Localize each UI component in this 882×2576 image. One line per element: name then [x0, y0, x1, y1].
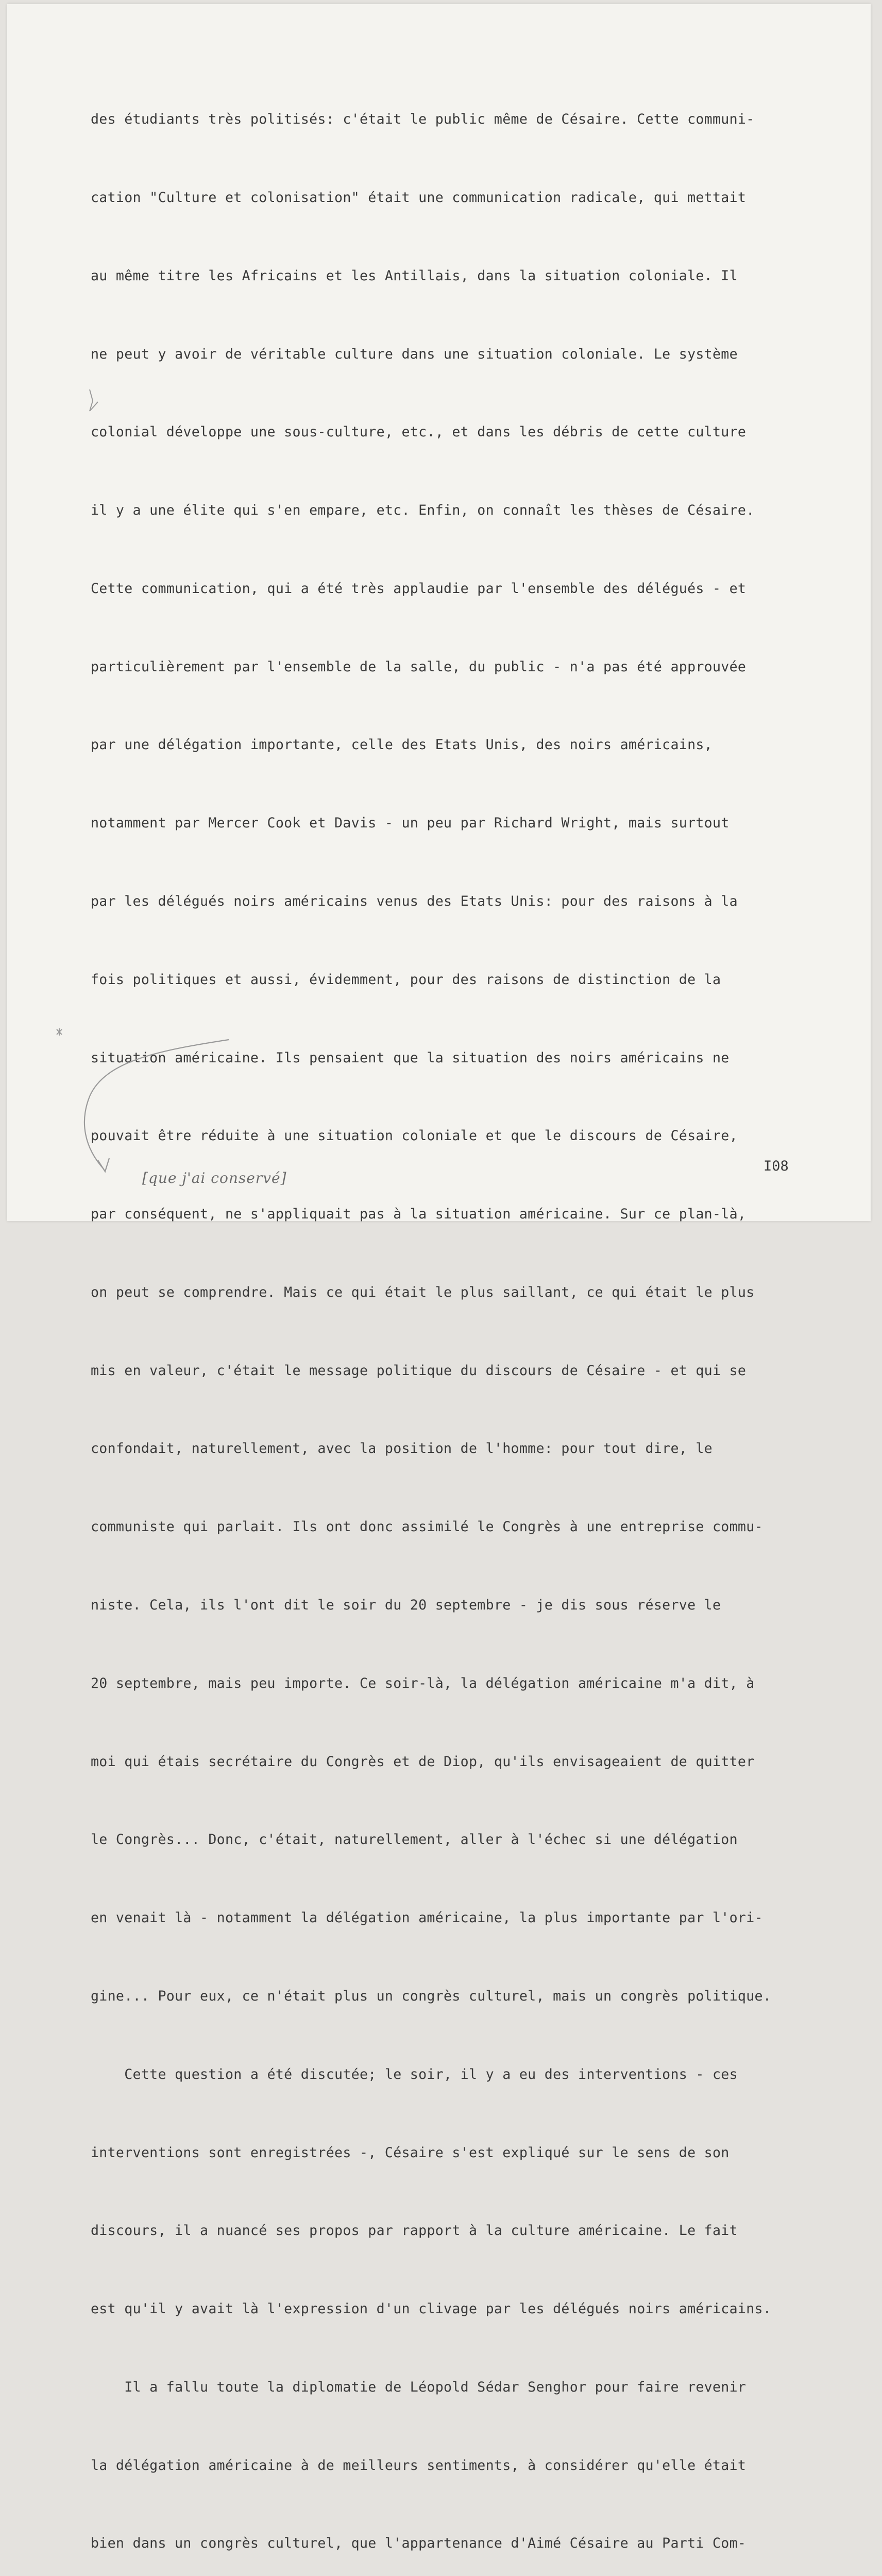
document-page	[7, 4, 871, 2552]
margin-asterisk	[57, 1028, 62, 1036]
text-line: situation américaine. Ils pensaient que la situation des noirs américains ne	[91, 1049, 730, 1066]
text-line: interventions sont enregistrées -, Césaire s'est expliqué sur le sens de son	[91, 2144, 730, 2161]
text-line: fois politiques et aussi, évidemment, pour des raisons de distinction de la	[91, 971, 721, 988]
text-line: colonial développe une sous-culture, etc., et dans les débris de cette culture	[91, 424, 747, 440]
typed-text-body	[91, 55, 843, 2576]
text-line: 20 septembre, mais peu importe. Ce soir-là, la délégation américaine m'a dit, à	[91, 1675, 755, 1691]
text-line: particulièrement par l'ensemble de la salle, du public - n'a pas été approuvée	[91, 658, 747, 675]
text-line: bien dans un congrès culturel, que l'appartenance d'Aimé Césaire au Parti Com-	[91, 2535, 747, 2552]
text-line: moi qui étais secrétaire du Congrès et de Diop, qu'ils envisageaient de quitter	[91, 1753, 755, 1770]
text-line: notamment par Mercer Cook et Davis - un peu par Richard Wright, mais surtout	[91, 815, 730, 832]
text-line: communiste qui parlait. Ils ont donc assimilé le Congrès à une entreprise commu-	[91, 1519, 763, 1535]
page-number: I08	[764, 1158, 789, 1174]
text-line: par les délégués noirs américains venus des Etats Unis: pour des raisons à la	[91, 893, 738, 909]
text-line: des étudiants très politisés: c'était le public même de Césaire. Cette communi-	[91, 111, 755, 128]
text-line: en venait là - notamment la délégation américaine, la plus importante par l'ori-	[91, 1910, 763, 1926]
text-line: il y a une élite qui s'en empare, etc. Enfin, on connaît les thèses de Césaire.	[91, 502, 755, 519]
paragraph-start-line: Il a fallu toute la diplomatie de Léopold Sédar Senghor pour faire revenir	[91, 2379, 747, 2395]
text-line: par conséquent, ne s'appliquait pas à la situation américaine. Sur ce plan-là,	[91, 1206, 747, 1223]
text-line: gine... Pour eux, ce n'était plus un congrès culturel, mais un congrès politique.	[91, 1988, 772, 2004]
text-line: niste. Cela, ils l'ont dit le soir du 20 septembre - je dis sous réserve le	[91, 1597, 721, 1614]
text-line: confondait, naturellement, avec la position de l'homme: pour tout dire, le	[91, 1440, 713, 1457]
paragraph-start-line: Cette question a été discutée; le soir, il y a eu des interventions - ces	[91, 2066, 738, 2082]
text-line: est qu'il y avait là l'expression d'un clivage par les délégués noirs américains.	[91, 2301, 772, 2317]
text-line: ne peut y avoir de véritable culture dans une situation coloniale. Le système	[91, 346, 738, 362]
text-line: par une délégation importante, celle des Etats Unis, des noirs américains,	[91, 737, 713, 753]
text-line: Cette communication, qui a été très applaudie par l'ensemble des délégués - et	[91, 580, 747, 597]
text-line: discours, il a nuancé ses propos par rapport à la culture américaine. Le fait	[91, 2223, 738, 2239]
handwritten-margin-note: [que j'ai conservé]	[142, 1170, 287, 1187]
text-line: mis en valeur, c'était le message politique du discours de Césaire - et qui se	[91, 1362, 747, 1379]
text-line: le Congrès... Donc, c'était, naturellement, aller à l'échec si une délégation	[91, 1832, 738, 1848]
text-line: cation "Culture et colonisation" était une communication radicale, qui mettait	[91, 189, 747, 206]
text-line: au même titre les Africains et les Antillais, dans la situation coloniale. Il	[91, 267, 738, 284]
text-line: pouvait être réduite à une situation coloniale et que le discours de Césaire,	[91, 1128, 738, 1144]
text-line: on peut se comprendre. Mais ce qui était le plus saillant, ce qui était le plus	[91, 1284, 755, 1300]
text-line: la délégation américaine à de meilleurs sentiments, à considérer qu'elle était	[91, 2457, 747, 2473]
